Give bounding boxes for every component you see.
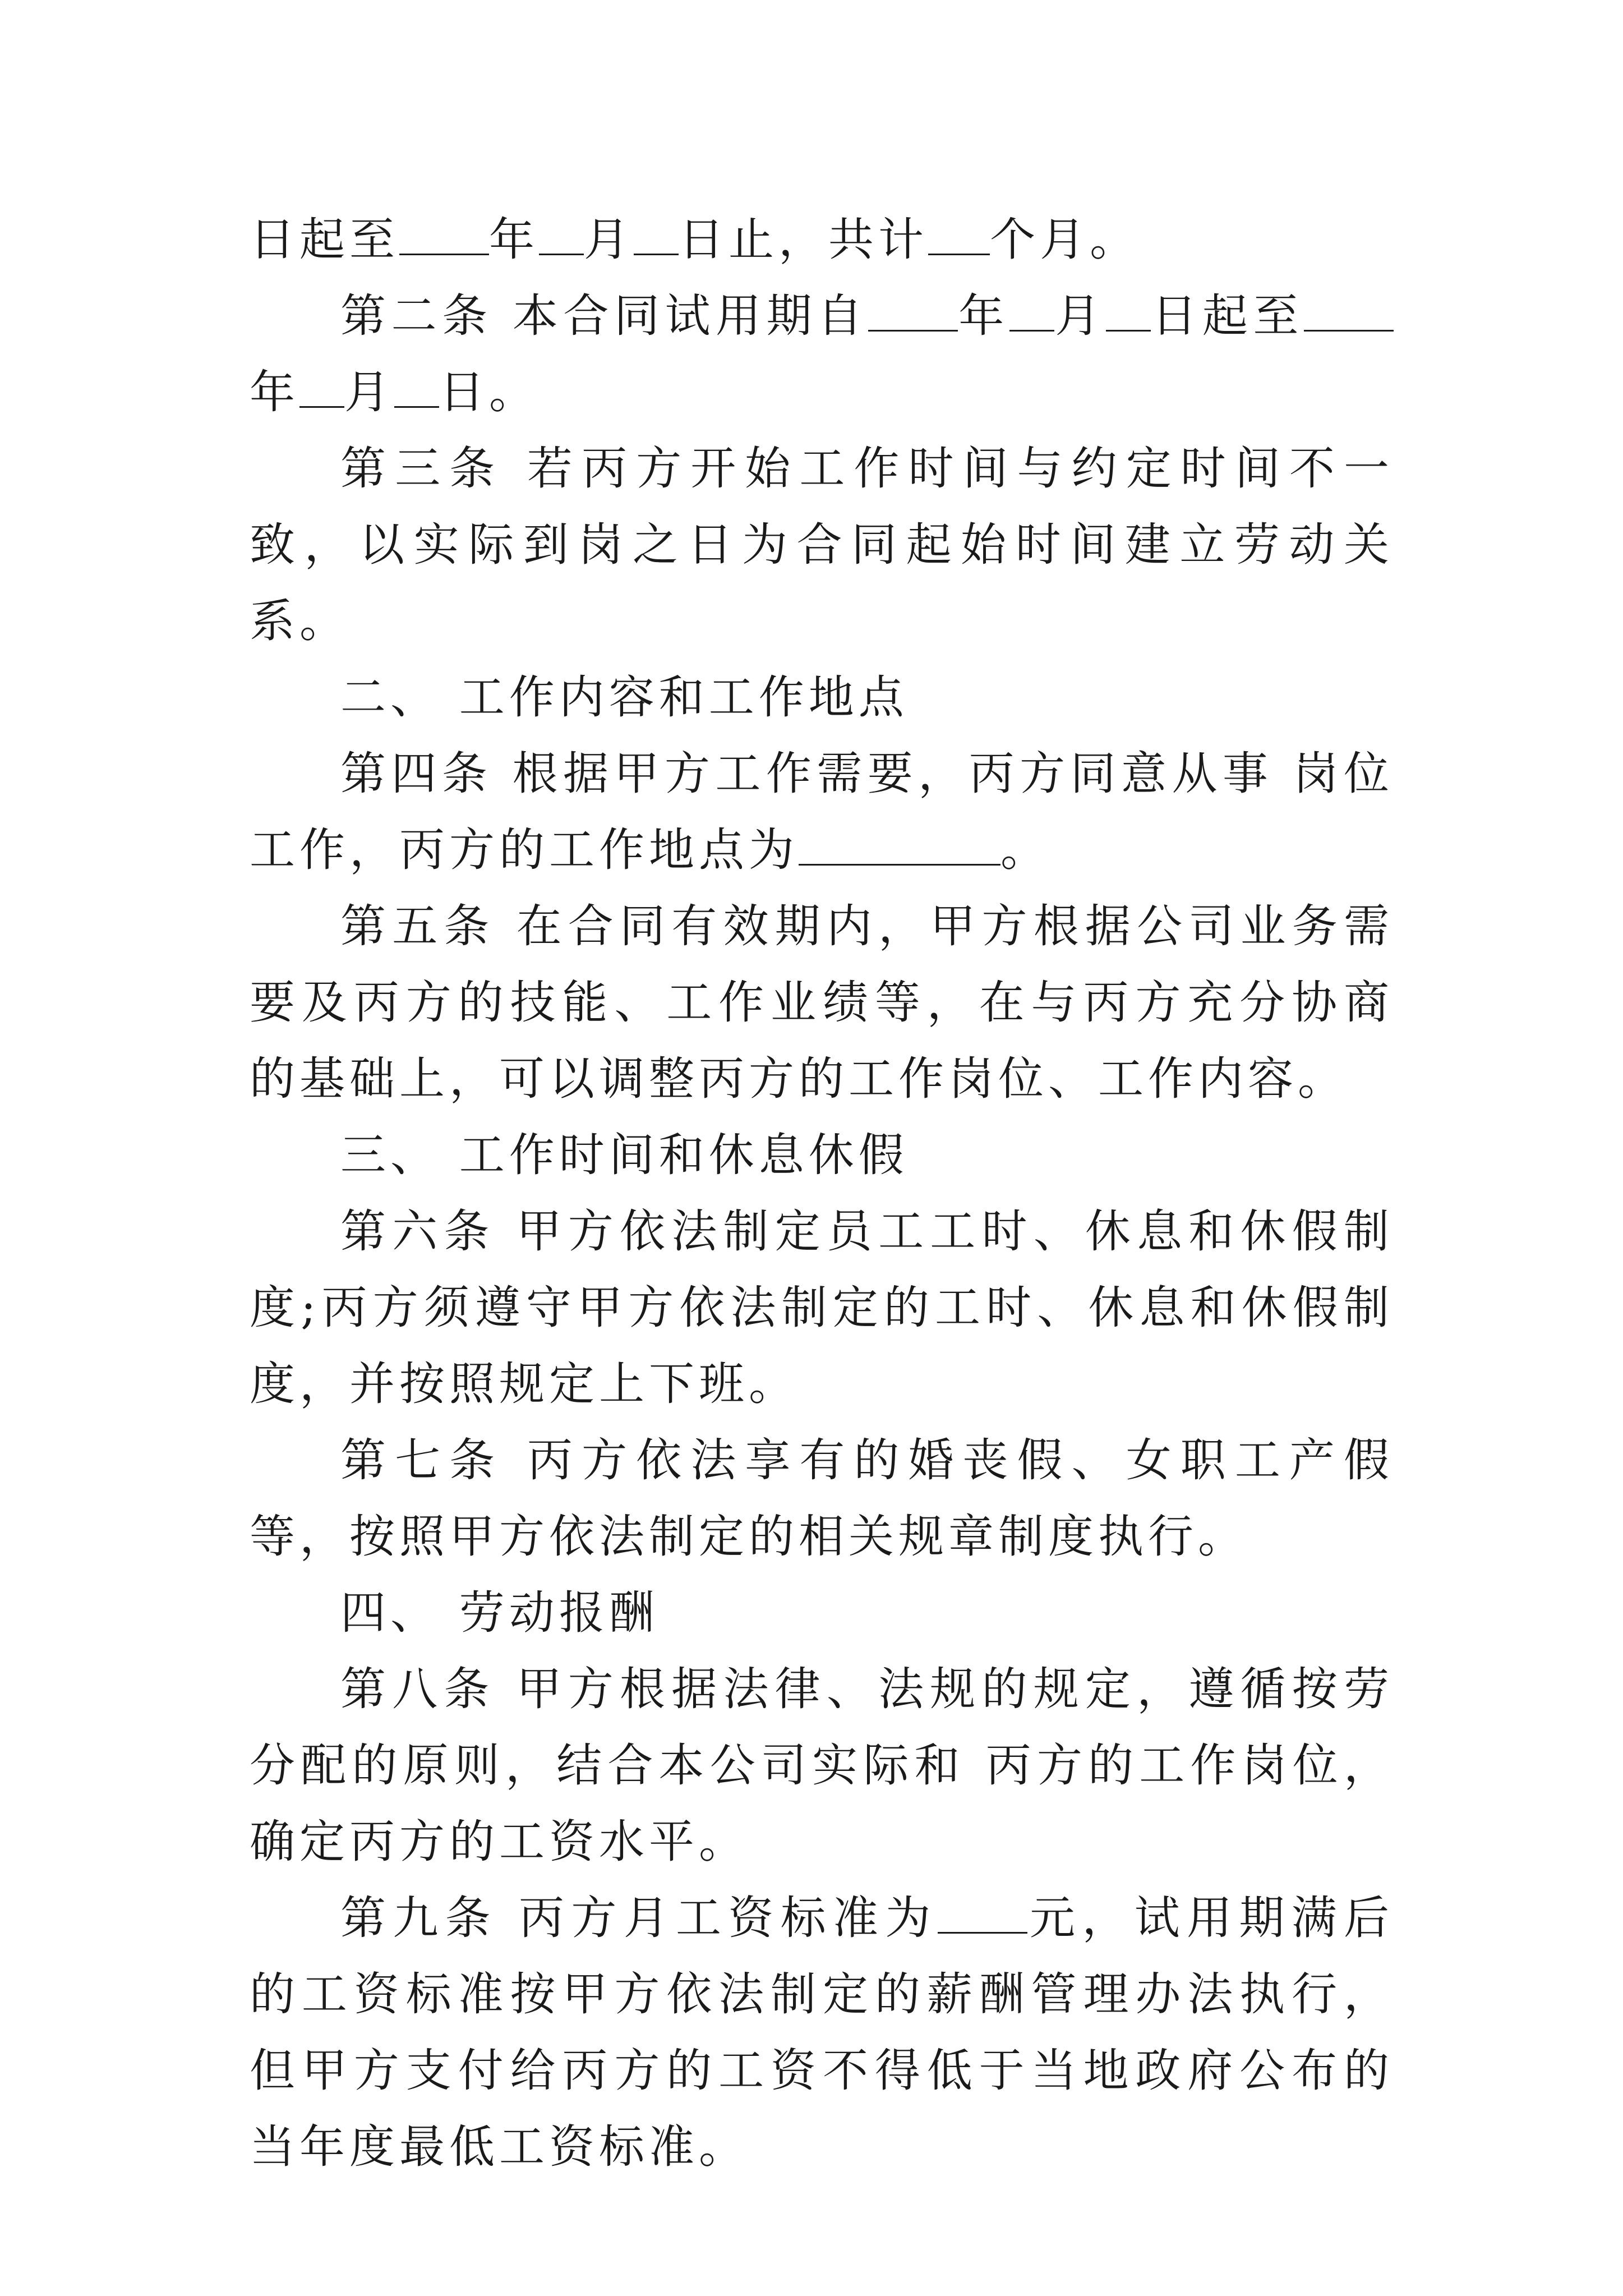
text: 月 xyxy=(1054,290,1106,343)
blank-months xyxy=(928,214,990,255)
paragraph-article-2 xyxy=(250,278,1394,431)
section-heading-2: 二、 工作内容和工作地点 xyxy=(340,671,909,724)
blank-month xyxy=(299,367,344,408)
text: 年 xyxy=(250,366,300,419)
blank-day xyxy=(1106,291,1151,332)
text: 日止，共计 xyxy=(679,214,929,266)
section-heading-4: 四、 劳动报酬 xyxy=(340,1587,659,1640)
paragraph-article-6: 第六条 甲方依法制定员工工时、休息和休假制度;丙方须遵守甲方依法制定的工时、休息和休假制度，并按照规定上下班。 xyxy=(250,1205,1394,1411)
paragraph-article-9 xyxy=(250,1880,1394,2185)
text: 月 xyxy=(344,366,395,419)
paragraph-article-3: 第三条 若丙方开始工作时间与约定时间不一致，以实际到岗之日为合同起始时间建立劳动关系。 xyxy=(250,443,1394,648)
text: 日起至 xyxy=(1150,290,1304,343)
blank-month xyxy=(1009,291,1054,332)
paragraph-article-5: 第五条 在合同有效期内，甲方根据公司业务需要及丙方的技能、工作业绩等，在与丙方充分协商的基础上，可以调整丙方的工作岗位、工作内容。 xyxy=(250,900,1394,1106)
blank-salary xyxy=(938,1893,1027,1934)
text: 日。 xyxy=(439,366,540,419)
blank-year xyxy=(868,291,958,332)
blank-work-location xyxy=(799,825,1000,866)
text: 第二条 本合同试用期自 xyxy=(340,290,868,343)
text: 个月。 xyxy=(990,214,1140,266)
text: 第九条 丙方月工资标准为 xyxy=(340,1892,938,1945)
text: 月 xyxy=(584,214,634,266)
blank-month xyxy=(539,214,584,255)
section-heading-3: 三、 工作时间和休息休假 xyxy=(340,1129,909,1182)
document-body xyxy=(250,202,1394,2185)
paragraph-contract-term-end xyxy=(250,202,1394,278)
paragraph-article-4 xyxy=(250,736,1394,889)
text: 。 xyxy=(1000,824,1051,877)
blank-year xyxy=(1304,291,1394,332)
text: 元，试用期满后的工资标准按甲方依法制定的薪酬管理办法执行，但甲方支付给丙方的工资不得低于当地政府公布的当年度最低工资标准。 xyxy=(250,1892,1394,2174)
text: 日起至 xyxy=(250,214,400,266)
text: 年 xyxy=(957,290,1009,343)
text: 第四条 根据甲方工作需要，丙方同意从事 岗位工作，丙方的工作地点为 xyxy=(250,748,1394,877)
blank-day xyxy=(634,214,679,255)
paragraph-article-8: 第八条 甲方根据法律、法规的规定，遵循按劳分配的原则，结合本公司实际和 丙方的工作岗位，确定丙方的工资水平。 xyxy=(250,1663,1394,1869)
paragraph-article-7: 第七条 丙方依法享有的婚丧假、女职工产假等，按照甲方依法制定的相关规章制度执行。 xyxy=(250,1434,1394,1563)
blank-year xyxy=(399,214,489,255)
blank-day xyxy=(394,367,439,408)
text: 年 xyxy=(489,214,540,266)
